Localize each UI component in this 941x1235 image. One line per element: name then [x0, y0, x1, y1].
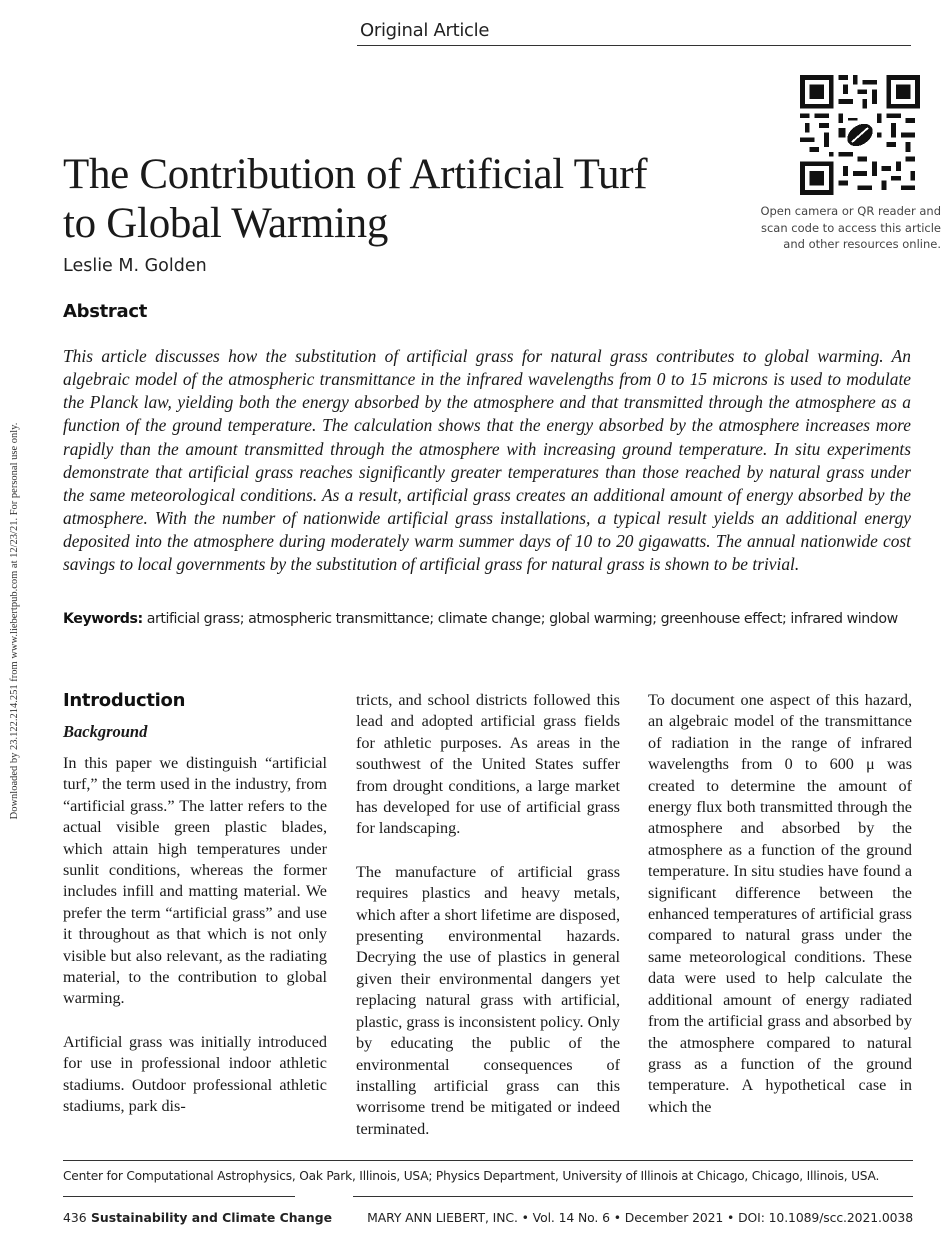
keywords-list: artificial grass; atmospheric transmittance; climate change; global warming; greenhouse effect; infrared window [146, 611, 898, 627]
section-label: Original Article [360, 20, 490, 41]
introduction-heading: Introduction [63, 690, 186, 711]
body-paragraph: Artificial grass was initially introduced for use in professional indoor athletic stadiums. Outdoor professional athletic stadiums, park dis- [63, 1032, 327, 1116]
article-title: The Contribution of Artificial Turf to Global Warming [63, 151, 648, 247]
keywords-line [63, 611, 923, 627]
body-column-3 [648, 690, 912, 1118]
body-paragraph: The manufacture of artificial grass requires plastics and heavy metals, which after a short lifetime are disposed, presenting environmental hazards. Decrying the use of plastics in general given their environmental dangers yet replacing natural grass with artificial, plastic, grass is inconsistent policy. Only by educating the public of the environmental consequences of installing artificial grass can this worrisome trend be mitigated or indeed terminated. [356, 862, 620, 1138]
body-column-2 [356, 690, 620, 1140]
body-paragraph: In this paper we distinguish “artificial turf,” the term used in the industry, from “artificial grass.” The latter refers to the actual visible green plastic blades, which attain high temperatures under sunlit conditions, whereas the former includes infill and matting material. We prefer the term “artificial grass” and use it throughout as that which is not only visible but also relevant, as the radiating material, to the contribution to global warming. [63, 754, 327, 1008]
author-name: Leslie M. Golden [63, 256, 207, 276]
page-number: 436 [63, 1210, 87, 1225]
publisher-line: MARY ANN LIEBERT, INC. • Vol. 14 No. 6 • December 2021 • DOI: 10.1089/scc.2021.0038 [367, 1210, 913, 1225]
download-notice: Downloaded by 23.122.214.251 from www.liebertpub.com at 12/23/21. For personal use only. [9, 422, 20, 820]
background-subheading: Background [63, 722, 148, 741]
footer-rule [353, 1196, 913, 1197]
author-affiliation: Center for Computational Astrophysics, Oak Park, Illinois, USA; Physics Department, University of Illinois at Chicago, Chicago, Illinois, USA. [63, 1169, 880, 1183]
qr-caption: Open camera or QR reader and scan code to access this article and other resources online. [760, 204, 941, 251]
journal-name: Sustainability and Climate Change [91, 1210, 332, 1225]
body-paragraph: To document one aspect of this hazard, an algebraic model of the transmittance of radiation in the range of infrared wavelengths from 0 to 600 μ was created to determine the amount of energy flux both transmitted through the atmosphere and absorbed by the atmosphere as a function of the ground temperature. In situ studies have found a significant difference between the enhanced temperatures of artificial grass compared to natural grass under the same meteorological conditions. These data were used to help calculate the additional amount of energy radiated from the artificial grass and absorbed by the atmosphere compared to natural grass as a function of the ground temperature. A hypothetical case in which the [648, 691, 912, 1116]
body-column-1 [63, 690, 327, 1118]
footer-rule [63, 1196, 295, 1197]
abstract-heading: Abstract [63, 301, 148, 322]
body-paragraph: tricts, and school districts followed this lead and adopted artificial grass fields for athletic purposes. As areas in the southwest of the United States suffer from drought conditions, a large market has developed for use of artificial grass for landscaping. [356, 691, 620, 838]
keywords-label: Keywords: [63, 611, 143, 627]
footer-rule [63, 1160, 913, 1161]
header-rule [357, 45, 911, 46]
qr-code[interactable] [800, 74, 920, 196]
abstract-text: This article discusses how the substitution of artificial grass for natural grass contributes to global warming. An algebraic model of the atmospheric transmittance in the infrared wavelengths from 0 to 15 microns is used to modulate the Planck law, yielding both the energy absorbed by the atmosphere and that transmitted through the atmosphere as a function of the ground temperature. The calculation shows that the energy absorbed by the atmosphere increases more rapidly than the amount transmitted through the atmosphere with increasing ground temperature. In situ experiments demonstrate that artificial grass reaches significantly greater temperatures than those reached by natural grass under the same meteorological conditions. As a result, artificial grass creates an additional amount of energy absorbed by the atmosphere. With the number of nationwide artificial grass installations, a typical result yields an additional energy deposited into the atmosphere during moderately warm summer days of 10 to 20 gigawatts. The annual nationwide cost savings to local governments by the substitution of artificial grass for natural grass is shown to be trivial. [63, 346, 911, 575]
